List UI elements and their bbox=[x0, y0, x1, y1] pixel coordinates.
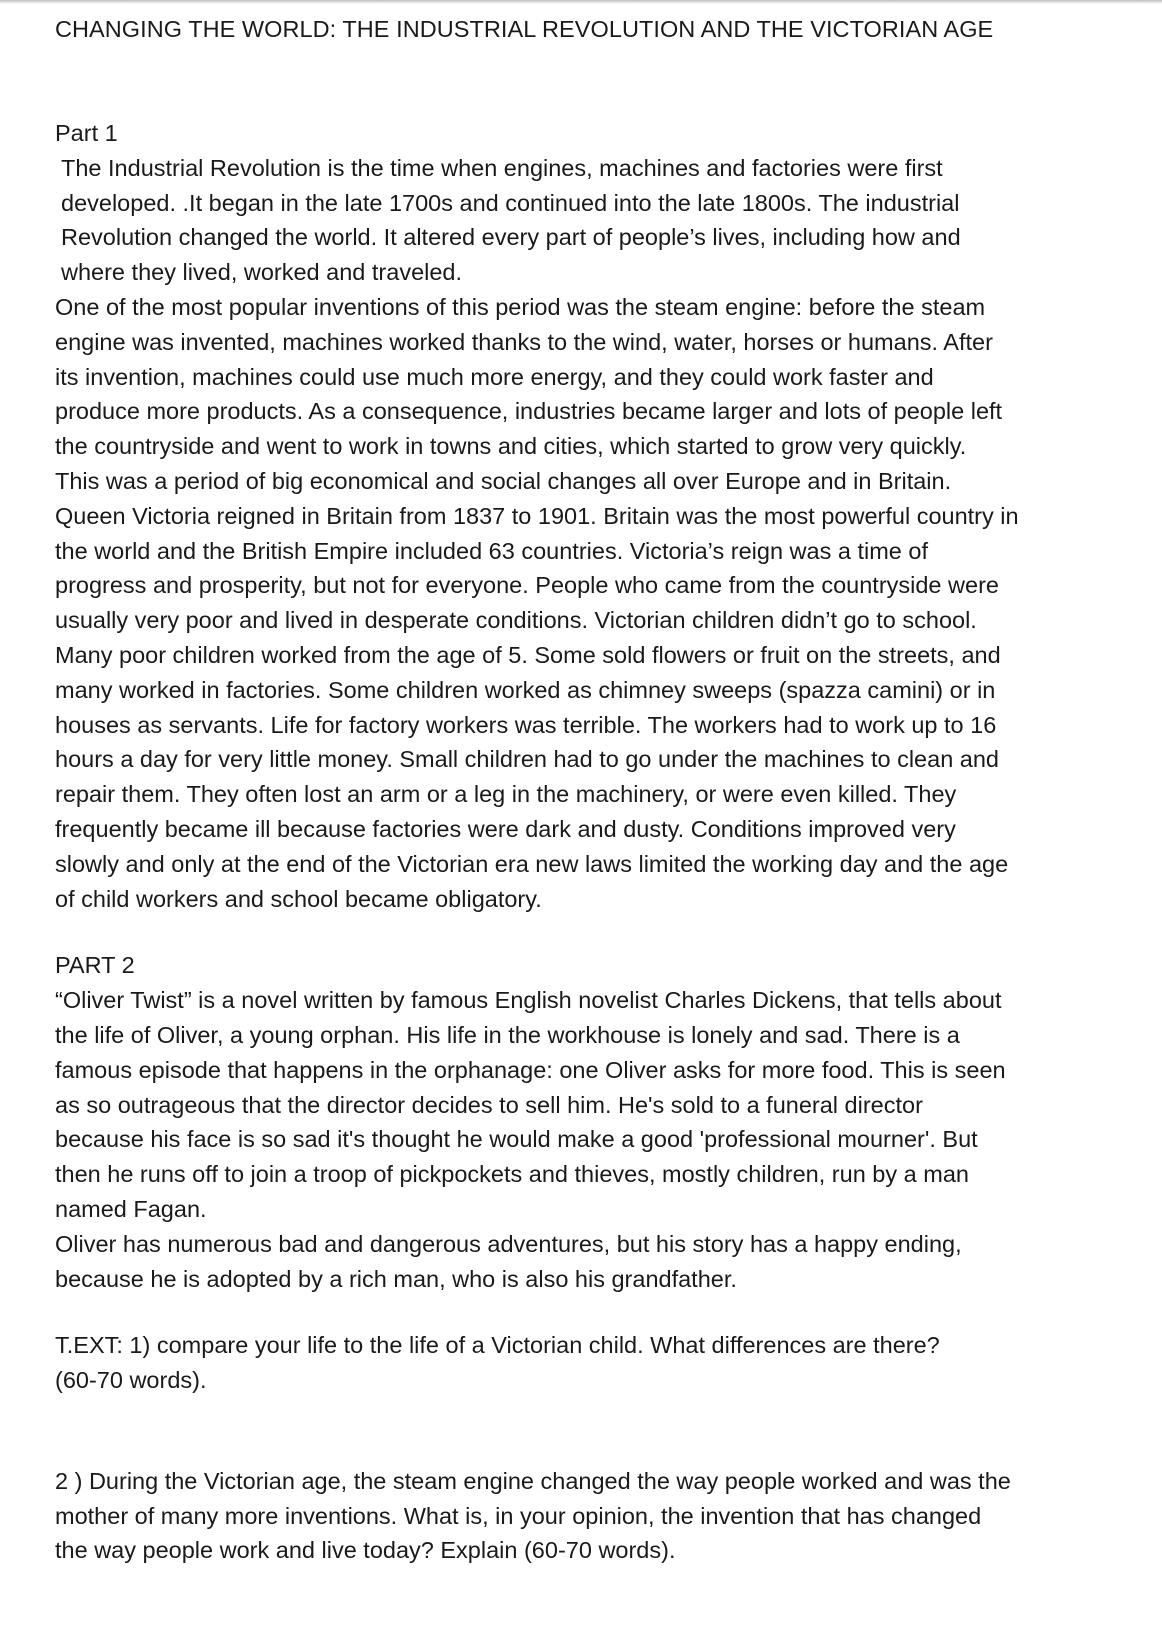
part-2-paragraph-2: Oliver has numerous bad and dangerous adventures, but his story has a happy ending, because he is adopted by a rich man, who is also his grandfather. bbox=[55, 1230, 962, 1292]
part-2-paragraph-1: “Oliver Twist” is a novel written by famous English novelist Charles Dickens, that tells about the life of Oliver, a young orphan. His life in the workhouse is lonely and sad. There is a famous episode that happens in the orphanage: one Oliver asks for more food. This is seen as so outrageous that the director decides to sell him. He's sold to a funeral director because his face is so sad it's thought he would make a good 'professional mourner'. But then he runs off to join a troop of pickpockets and thieves, mostly children, run by a man named Fagan. bbox=[55, 987, 1006, 1222]
document-page bbox=[55, 12, 1135, 1568]
part-1-label: Part 1 bbox=[55, 120, 118, 146]
spacer bbox=[55, 1296, 1135, 1328]
spacer bbox=[55, 916, 1135, 948]
task-2-question: 2 ) During the Victorian age, the steam engine changed the way people worked and was the mother of many more inventions. What is, in your opinion, the invention that has changed the way people work and live today? Explain (60-70 words). bbox=[55, 1467, 1011, 1564]
spacer bbox=[55, 1398, 1135, 1464]
document-title: CHANGING THE WORLD: THE INDUSTRIAL REVOLUTION AND THE VICTORIAN AGE bbox=[55, 16, 994, 42]
part-1-section bbox=[55, 116, 1135, 916]
page-top-edge bbox=[0, 0, 1162, 4]
part-1-paragraph-1: The Industrial Revolution is the time when engines, machines and factories were first developed. .It began in the late 1700s and continued into the late 1800s. The industrial Revolution changed the world. It altered every part of people’s lives, including how and where they lived, worked and traveled. bbox=[61, 154, 961, 286]
task-1-question: T.EXT: 1) compare your life to the life of a Victorian child. What differences are there? (60-70 words). bbox=[55, 1332, 940, 1394]
part-2-section bbox=[55, 948, 1135, 1296]
part-2-label: PART 2 bbox=[55, 952, 135, 979]
part-1-paragraph-2: One of the most popular inventions of this period was the steam engine: before the steam engine was invented, machines worked thanks to the wind, water, horses or humans. After its invention, machines could use much more energy, and they could work faster and produce more products. As a consequence, industries became larger and lots of people left the countryside and went to work in towns and cities, which started to grow very quickly. This was a period of big economical and social changes all over Europe and in Britain. Queen Victoria reigned in Britain from 1837 to 1901. Britain was the most powerful country in the world and the British Empire included 63 countries. Victoria’s reign was a time of progress and prosperity, but not for everyone. People who came from the countryside were usually very poor and lived in desperate conditions. Victorian children didn’t go to school. Many poor children worked from the age of 5. Some sold flowers or fruit on the streets, and many worked in factories. Some children worked as chimney sweeps (spazza camini) or in houses as servants. Life for factory workers was terrible. The workers had to work up to 16 hours a day for very little money. Small children had to go under the machines to clean and repair them. They often lost an arm or a leg in the machinery, or were even killed. They frequently became ill because factories were dark and dusty. Conditions improved very slowly and only at the end of the Victorian era new laws limited the working day and the age of child workers and school became obligatory. bbox=[55, 293, 1019, 912]
spacer bbox=[55, 46, 1135, 116]
